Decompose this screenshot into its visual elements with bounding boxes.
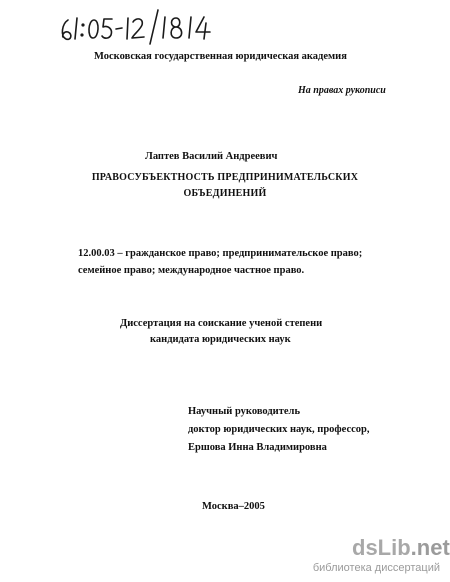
city-year: Москва–2005 — [202, 501, 265, 512]
logo-tld-text: .net — [410, 535, 450, 560]
handwritten-registration-number — [58, 8, 228, 46]
specialty-line-1: 12.00.03 – гражданское право; предпринимательское право; — [78, 248, 363, 259]
supervisor-label: Научный руководитель — [188, 406, 300, 417]
dissertation-title-line-1: ПРАВОСУБЪЕКТНОСТЬ ПРЕДПРИНИМАТЕЛЬСКИХ — [91, 172, 359, 183]
degree-line-1: Диссертация на соискание ученой степени — [120, 318, 323, 329]
manuscript-rights-note: На правах рукописи — [298, 85, 386, 96]
academy-name: Московская государственная юридическая академия — [94, 51, 347, 62]
dissertation-title-line-2: ОБЪЕДИНЕНИЙ — [183, 188, 267, 199]
supervisor-degree: доктор юридических наук, профессор, — [188, 424, 370, 435]
degree-line-2: кандидата юридических наук — [150, 334, 291, 345]
handwritten-stamp-icon — [58, 8, 228, 46]
dslib-logo — [352, 536, 450, 560]
dslib-watermark — [272, 535, 450, 578]
watermark-caption: библиотека диссертаций — [312, 562, 440, 574]
logo-main-text: dsLib — [352, 535, 411, 560]
supervisor-name: Ершова Инна Владимировна — [188, 442, 327, 453]
author-name: Лаптев Василий Андреевич — [145, 151, 278, 162]
specialty-line-2: семейное право; международное частное право. — [78, 265, 305, 276]
